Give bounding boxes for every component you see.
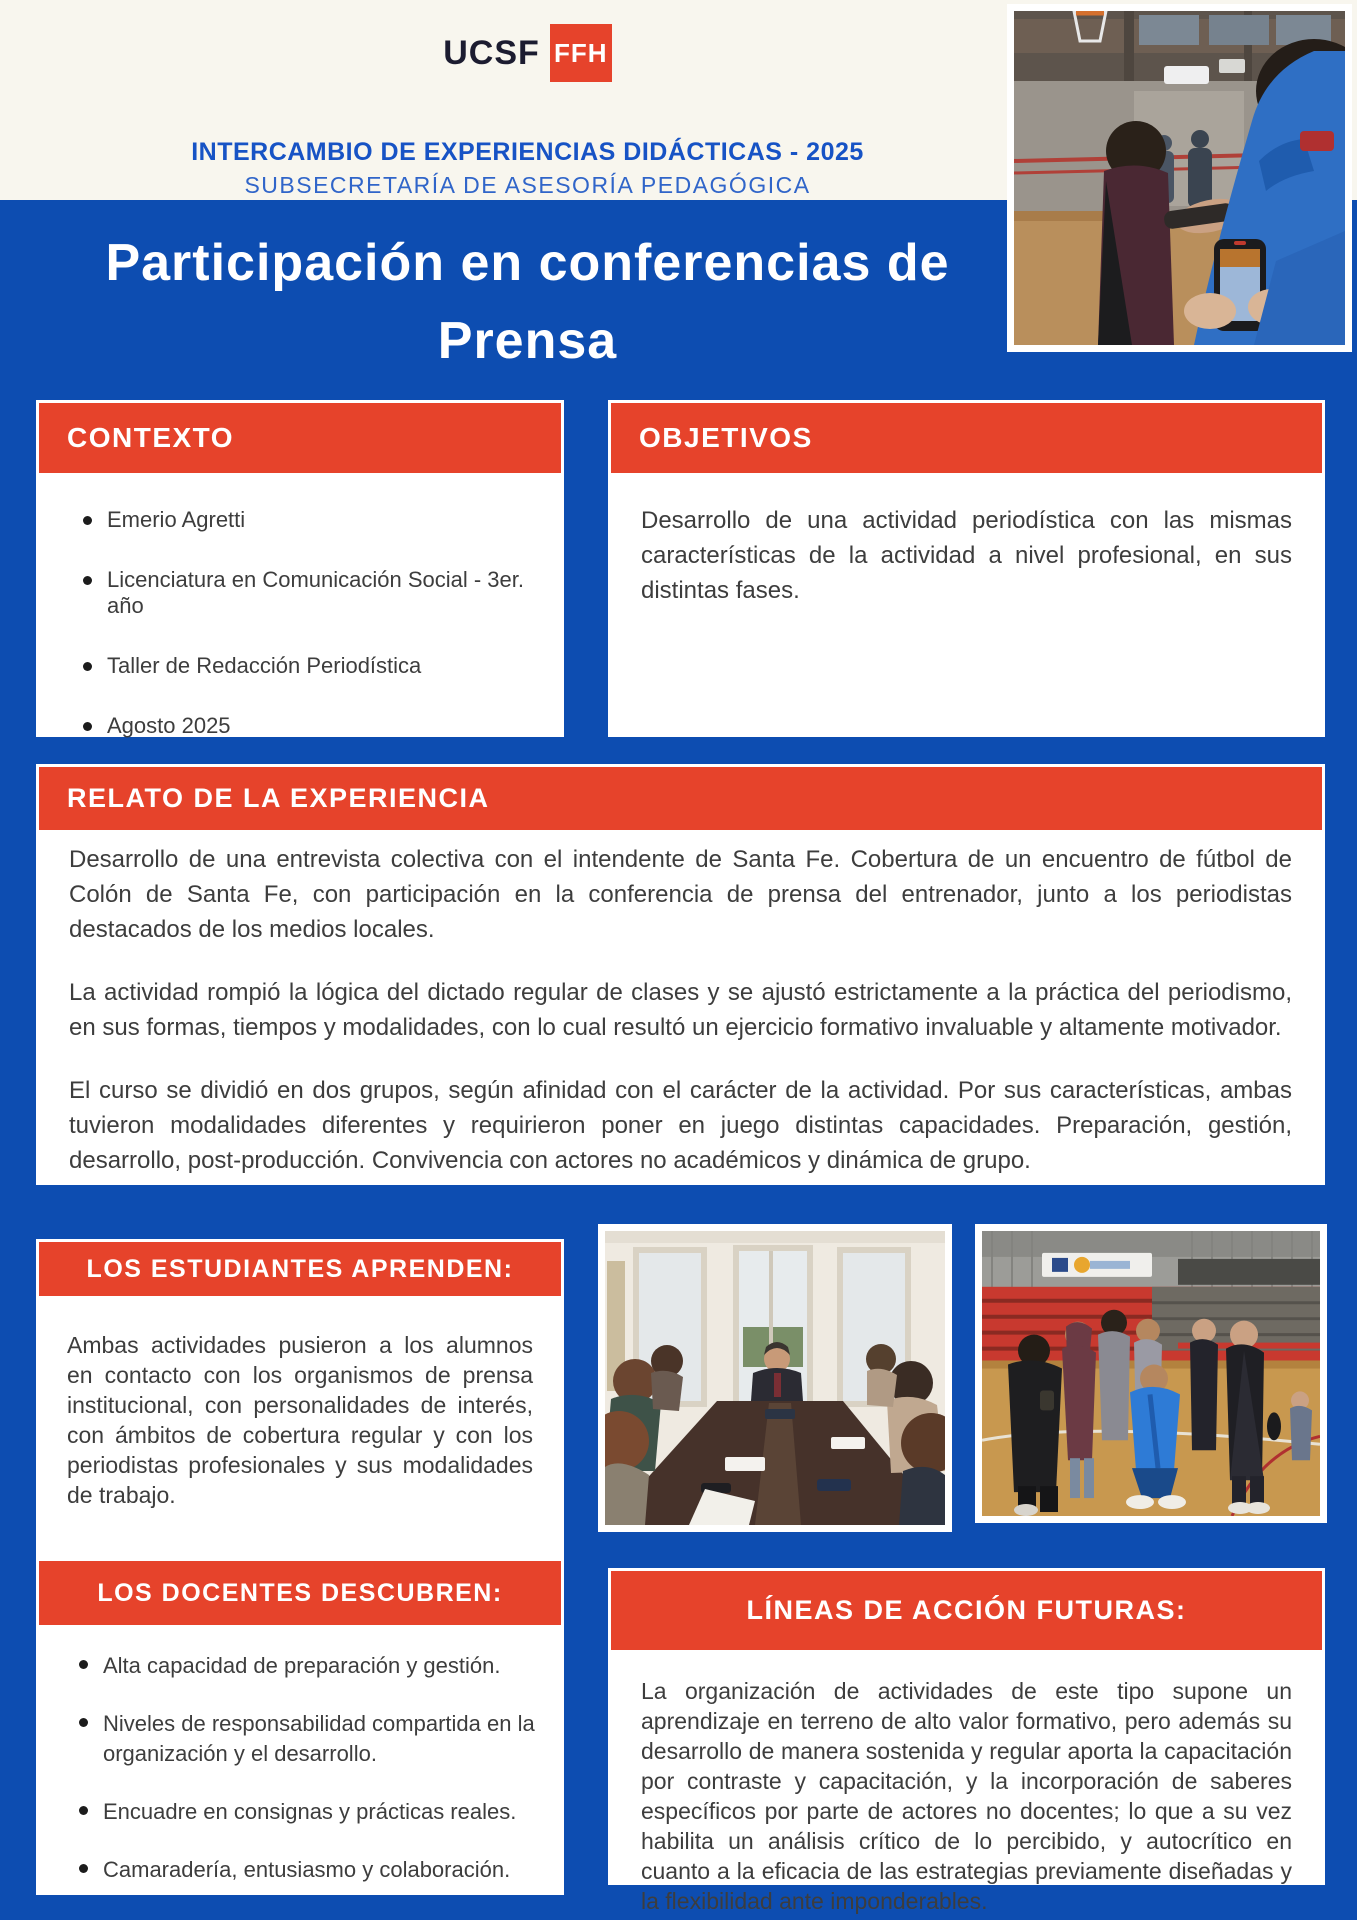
meeting-room-illustration bbox=[605, 1231, 945, 1525]
ucsf-ffh-logo bbox=[0, 24, 1055, 82]
students-group-photo bbox=[975, 1224, 1327, 1523]
section-contexto-title: CONTEXTO bbox=[39, 403, 561, 473]
estudiantes-body: Ambas actividades pusieron a los alumnos en contacto con los organismos de prensa institucional, con personalidades de interés, con ámbitos de cobertura regular y con los periodistas profesionales y sus modalidades de trabajo. bbox=[67, 1332, 533, 1508]
list-item: Emerio Agretti bbox=[79, 507, 541, 533]
section-estudiantes-title: LOS ESTUDIANTES APRENDEN: bbox=[39, 1242, 561, 1296]
section-estudiantes bbox=[36, 1239, 564, 1558]
students-group-illustration bbox=[982, 1231, 1320, 1516]
page-title bbox=[0, 224, 1055, 380]
section-lineas-title: LÍNEAS DE ACCIÓN FUTURAS: bbox=[611, 1571, 1322, 1650]
section-objetivos bbox=[608, 400, 1325, 737]
relato-paragraph: El curso se dividió en dos grupos, según afinidad con el carácter de la actividad. Por sus características, ambas tuvieron modalidades diferentes y requirieron poner en juego distintas capacidades. Preparación, gestión, desarrollo, post-producción. Convivencia con actores no académicos y dinámica de grupo. bbox=[69, 1077, 1292, 1174]
list-item: Encuadre en consignas y prácticas reales. bbox=[75, 1797, 539, 1827]
list-item: Taller de Redacción Periodística bbox=[79, 653, 541, 679]
relato-paragraph: La actividad rompió la lógica del dictado regular de clases y se ajustó estrictamente a la práctica del periodismo, en sus formas, tiempos y modalidades, con lo cual resultó un ejercicio formativo invaluable y altamente motivador. bbox=[69, 979, 1292, 1041]
page-title-line1: Participación en conferencias de bbox=[105, 234, 950, 292]
department-subtitle: SUBSECRETARÍA DE ASESORÍA PEDAGÓGICA bbox=[244, 172, 811, 198]
section-relato bbox=[36, 764, 1325, 1185]
list-item: Camaradería, entusiasmo y colaboración. bbox=[75, 1855, 539, 1885]
section-lineas bbox=[608, 1568, 1325, 1914]
page-title-line2: Prensa bbox=[437, 312, 618, 370]
list-item: Licenciatura en Comunicación Social - 3er. año bbox=[79, 567, 541, 619]
collective-interview-photo bbox=[598, 1224, 952, 1532]
section-docentes bbox=[36, 1558, 564, 1895]
lineas-body: La organización de actividades de este tipo supone un aprendizaje en terreno de alto valor formativo, pero además su desarrollo de manera sostenida y regular aporta la capacitación por contraste y capacitación, y la incorporación de saberes específicos por parte de actores no docentes; lo que a su vez habilita un análisis crítico de lo percibido, y autocrítico en cuanto a la eficacia de las estrategias previamente diseñadas y la flexibilidad ante imponderables. bbox=[641, 1678, 1292, 1914]
section-relato-title: RELATO DE LA EXPERIENCIA bbox=[39, 767, 1322, 830]
contexto-list bbox=[39, 473, 561, 739]
section-docentes-title: LOS DOCENTES DESCUBREN: bbox=[39, 1561, 561, 1625]
program-title: INTERCAMBIO DE EXPERIENCIAS DIDÁCTICAS - 2025 bbox=[191, 138, 864, 166]
ucsf-logo-text: UCSF bbox=[443, 33, 540, 72]
list-item: Niveles de responsabilidad compartida en la organización y el desarrollo. bbox=[75, 1709, 539, 1769]
objetivos-body: Desarrollo de una actividad periodística con las mismas características de la actividad a nivel profesional, en sus distintas fases. bbox=[641, 507, 1292, 604]
list-item: Agosto 2025 bbox=[79, 713, 541, 739]
press-coverage-gym-illustration bbox=[1014, 11, 1345, 345]
ffh-logo-badge: FFH bbox=[550, 24, 612, 82]
relato-body bbox=[39, 830, 1322, 1178]
press-coverage-gym-photo bbox=[1007, 4, 1352, 352]
list-item: Alta capacidad de preparación y gestión. bbox=[75, 1651, 539, 1681]
section-objetivos-title: OBJETIVOS bbox=[611, 403, 1322, 473]
relato-paragraph: Desarrollo de una entrevista colectiva con el intendente de Santa Fe. Cobertura de un encuentro de fútbol de Colón de Santa Fe, con participación en la conferencia de prensa del entrenador, junto a los periodistas destacados de los medios locales. bbox=[69, 846, 1292, 943]
docentes-list bbox=[39, 1625, 561, 1885]
section-contexto bbox=[36, 400, 564, 737]
